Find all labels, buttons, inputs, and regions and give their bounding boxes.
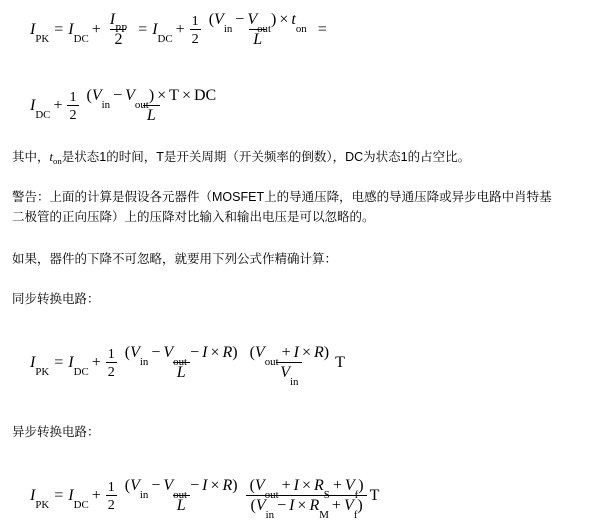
eq3-plus: +: [91, 354, 101, 371]
p2-line2-text: 二极管的正向压降）上的压降对比输入和输出电压是可以忽略的。: [12, 210, 375, 224]
eq4-lhs: $I_{PK}$: [30, 487, 50, 511]
eq4-denominator-2: $(V_{in}- I \times R_M+ V_f)$: [246, 495, 366, 514]
eq2-numerator: $(V_{in}- V_{out}) \times T$ × DC: [86, 87, 217, 111]
eq2-idc: $I_{DC}$: [30, 97, 51, 121]
eq1-plus: +: [91, 21, 101, 38]
eq3-equals: =: [54, 354, 64, 371]
eq1-numerator: $(V_{in}- V_{out}) \times t_{on}$: [208, 11, 307, 35]
eq1-trailing-equals: =: [317, 21, 327, 38]
eq1-equals: =: [54, 21, 64, 38]
heading-async-converter: [12, 422, 100, 442]
eq4-numerator-2: $(V_{out}+ I \times R_S+ V_f)$: [249, 477, 364, 501]
eq1-idc-2: $I_{DC}$: [152, 21, 173, 45]
p5-text: 异步转换电路：: [12, 425, 100, 439]
eq3-denominator-1: L: [173, 362, 190, 381]
p4-text: 同步转换电路：: [12, 292, 100, 306]
eq1-lhs: $I_{PK}$: [30, 21, 50, 45]
eq1-denominator: L: [249, 29, 266, 48]
p1-t-symbol: t: [49, 150, 53, 164]
eq2-one-half: $\frac{1}{2}$: [69, 88, 77, 123]
eq3-trailing-T: T: [335, 354, 345, 371]
eq4-equals: =: [54, 487, 64, 504]
p1-suffix: 是状态1的时间，T是开关周期（开关频率的倒数），DC为状态1的占空比。: [61, 150, 471, 164]
eq4-plus: +: [91, 487, 101, 504]
equation-4-async: [30, 477, 380, 521]
eq2-main-fraction: [83, 88, 221, 124]
eq3-fraction-1: [121, 345, 242, 381]
eq4-trailing-T: T: [369, 487, 380, 504]
paragraph-warning-line2: [12, 207, 375, 227]
equation-2: [30, 88, 222, 124]
paragraph-where-definitions: [12, 147, 470, 168]
paragraph-precise-calc: [12, 249, 337, 269]
eq4-fraction-1: [121, 478, 242, 514]
p3-text: 如果，器件的下降不可忽略，就要用下列公式作精确计算：: [12, 252, 338, 266]
eq2-plus: +: [53, 97, 63, 114]
eq4-denominator-1: L: [173, 495, 190, 514]
eq1-idc: $I_{DC}$: [68, 21, 89, 45]
eq3-lhs: $I_{PK}$: [30, 354, 50, 378]
eq3-denominator-2: $V_{in}$: [276, 362, 302, 381]
p1-prefix: 其中，: [12, 150, 50, 164]
p1-t-subscript: on: [53, 155, 62, 166]
eq1-one-half: $\frac{1}{2}$: [191, 12, 199, 47]
equation-1: [30, 12, 332, 48]
eq3-fraction-2: [246, 344, 334, 388]
eq3-one-half: $\frac{1}{2}$: [107, 345, 115, 380]
equation-3-sync: [30, 344, 345, 388]
eq3-numerator-2: $(V_{out}+ I \times R)$: [249, 344, 330, 368]
heading-sync-converter: [12, 289, 100, 309]
p2-line1-text: 警告：上面的计算是假设各元器件（MOSFET上的导通压降，电感的导通压降或异步电路中肖特基: [12, 190, 552, 204]
eq4-idc: $I_{DC}$: [68, 487, 89, 511]
eq4-one-half: $\frac{1}{2}$: [107, 478, 115, 513]
eq1-ipp-over-2: $\frac{I_{PP}}{2}$: [109, 11, 128, 48]
eq2-denominator: L: [143, 105, 160, 124]
eq1-main-fraction: [205, 12, 311, 48]
paragraph-warning-line1: [12, 187, 552, 207]
eq3-numerator-1: $(V_{in}- V_{out}- I \times R)$: [124, 344, 238, 368]
eq3-idc: $I_{DC}$: [68, 354, 89, 378]
eq1-equals-2: =: [138, 21, 148, 38]
eq4-fraction-2: [246, 477, 368, 521]
eq1-plus-2: +: [175, 21, 185, 38]
eq4-numerator-1: $(V_{in}- V_{out}- I \times R)$: [124, 477, 238, 501]
